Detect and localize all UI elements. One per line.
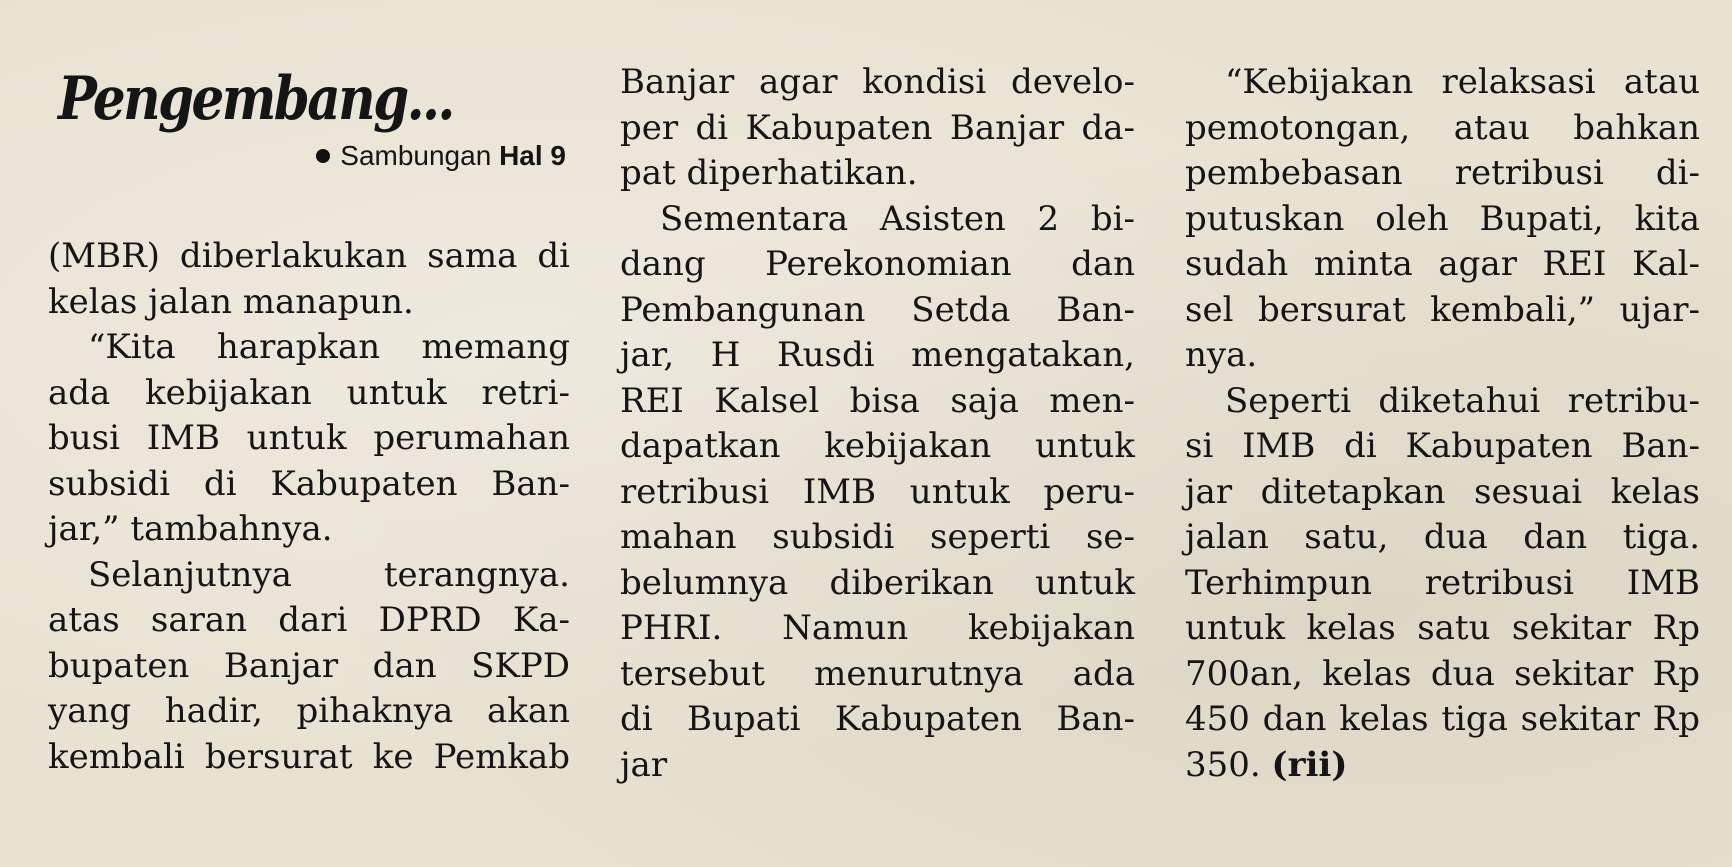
article-column-2 [620, 60, 1135, 788]
column-1-body [48, 234, 570, 780]
article-column-3 [1185, 60, 1700, 788]
text-line: ada kebijakan untuk retri- [48, 372, 570, 413]
text-line: dapatkan kebijakan untuk [620, 426, 1135, 466]
bleed-through-text-bottom [0, 820, 1732, 867]
text-line: pat diperhatikan. [620, 153, 918, 193]
text-line: Sementara Asisten 2 bi- [660, 198, 1135, 239]
text-line: busi IMB untuk perumahan [48, 418, 570, 458]
text-line: untuk kelas satu sekitar Rp [1185, 608, 1700, 648]
text-line: kelas jalan manapun. [48, 281, 414, 322]
headline: Pengembang... [58, 64, 453, 134]
text-line: pembebasan retribusi di- [1185, 153, 1700, 193]
text-line: jar, H Rusdi mengatakan, [620, 335, 1135, 375]
text-line: tersebut menurutnya ada [620, 653, 1135, 694]
text-line: sudah minta agar REI Kal- [1185, 244, 1700, 284]
text-line [1185, 743, 1700, 789]
text-line: si IMB di Kabupaten Ban- [1185, 426, 1700, 466]
article-column-1 [48, 60, 570, 780]
text-line: yang hadir, pihaknya akan [48, 691, 570, 731]
text-line: PHRI. Namun kebijakan [620, 608, 1135, 648]
text-line: subsidi di Kabupaten Ban- [48, 463, 570, 504]
text-line: kembali bersurat ke Pemkab [48, 736, 570, 777]
text-line: Banjar agar kondisi develo- [620, 62, 1135, 102]
text-line: jar ditetapkan sesuai kelas [1185, 471, 1700, 512]
text-line: mahan subsidi seperti se- [620, 517, 1135, 557]
text-line: belumnya diberikan untuk [620, 562, 1135, 603]
text-line: per di Kabupaten Banjar da- [620, 107, 1135, 148]
text-line: sel bersurat kembali,” ujar- [1185, 289, 1700, 330]
continuation-note [48, 136, 570, 176]
text-line: 700an, kelas dua sekitar Rp [1185, 653, 1700, 694]
text-line: Terhimpun retribusi IMB [1185, 562, 1700, 603]
text-line: dang Perekonomian dan [620, 244, 1135, 284]
text-line: Pembangunan Setda Ban- [620, 289, 1135, 330]
continuation-label: Sambungan [340, 140, 492, 171]
text-line: (MBR) diberlakukan sama di [48, 236, 570, 276]
continuation-page: Hal 9 [499, 140, 566, 171]
text-line: retribusi IMB untuk peru- [620, 471, 1135, 512]
text-line: atas saran dari DPRD Ka- [48, 600, 570, 640]
text-line: REI Kalsel bisa saja men- [620, 380, 1135, 421]
text-line: jar [620, 744, 668, 785]
closing-text: 350. [1185, 744, 1261, 785]
text-line: putuskan oleh Bupati, kita [1185, 198, 1700, 239]
text-line: di Bupati Kabupaten Ban- [620, 699, 1135, 739]
text-line: pemotongan, atau bahkan [1185, 107, 1700, 148]
text-line: jar,” tambahnya. [48, 509, 333, 549]
bullet-icon [316, 149, 330, 163]
text-line: Seperti diketahui retribu- [1225, 380, 1700, 421]
text-line: Selanjutnya terangnya. [88, 554, 570, 595]
text-line: “Kebijakan relaksasi atau [1225, 62, 1700, 102]
text-line: “Kita harapkan memang [88, 327, 570, 367]
text-line: jalan satu, dua dan tiga. [1185, 517, 1700, 557]
text-line: 450 dan kelas tiga sekitar Rp [1185, 699, 1700, 739]
text-line: bupaten Banjar dan SKPD [48, 645, 570, 686]
text-line: nya. [1185, 335, 1258, 375]
byline: (rii) [1271, 744, 1348, 785]
